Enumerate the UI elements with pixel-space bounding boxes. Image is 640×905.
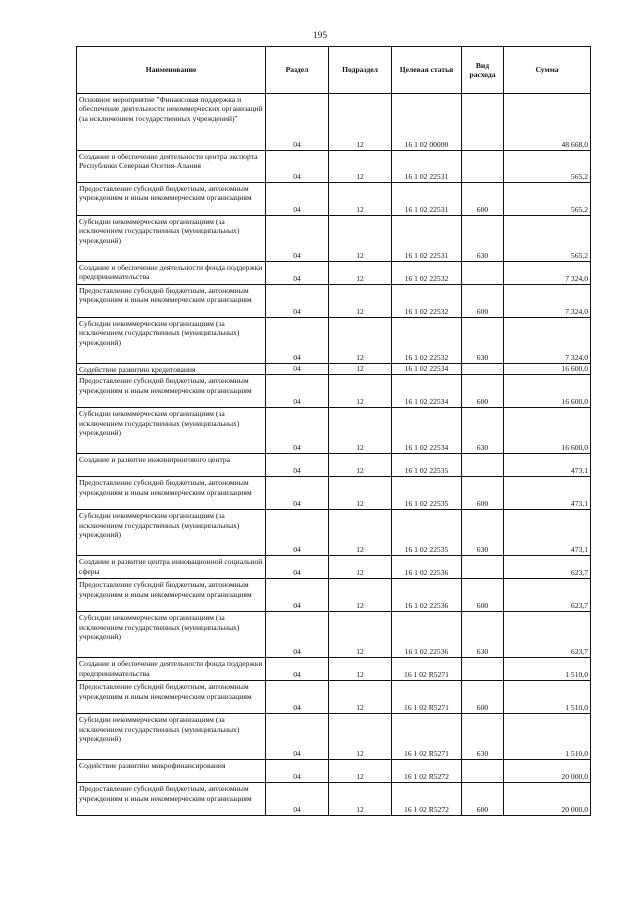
cell-sum: 1 510,0: [504, 681, 591, 714]
cell-sum: 565,2: [504, 183, 591, 216]
cell-target-article: 16 1 02 22531: [392, 216, 462, 262]
table-row: [77, 454, 591, 477]
cell-sum: 473,1: [504, 477, 591, 510]
cell-sum: 565,2: [504, 151, 591, 183]
cell-section: 04: [266, 318, 329, 364]
cell-target-article: 16 1 02 22536: [392, 612, 462, 658]
cell-target-article: 16 1 02 00000: [392, 94, 462, 151]
cell-name: Создание и обеспечение деятельности фонда поддержки предпринимательства: [77, 658, 266, 681]
cell-subsection: 12: [329, 318, 392, 364]
cell-section: 04: [266, 681, 329, 714]
cell-target-article: 16 1 02 22532: [392, 285, 462, 318]
cell-expense-type: 630: [462, 318, 504, 364]
budget-table: [76, 46, 591, 816]
cell-target-article: 16 1 02 22531: [392, 183, 462, 216]
cell-name: Предоставление субсидий бюджетным, автономным учреждениям и иным некоммерческим организациям: [77, 375, 266, 408]
cell-target-article: 16 1 02 22536: [392, 556, 462, 579]
cell-name: Создание и обеспечение деятельности центра экспорта Республики Северная Осетия-Алания: [77, 151, 266, 183]
cell-target-article: 16 1 02 22534: [392, 364, 462, 375]
cell-subsection: 12: [329, 262, 392, 285]
cell-name: Создание и обеспечение деятельности фонда поддержки предпринимательства: [77, 262, 266, 285]
cell-expense-type: 630: [462, 510, 504, 556]
cell-name: Предоставление субсидий бюджетным, автономным учреждениям и иным некоммерческим организациям: [77, 783, 266, 816]
cell-sum: 16 600,0: [504, 408, 591, 454]
cell-section: 04: [266, 454, 329, 477]
cell-name: Предоставление субсидий бюджетным, автономным учреждениям и иным некоммерческим организациям: [77, 681, 266, 714]
cell-target-article: 16 1 02 22532: [392, 318, 462, 364]
cell-expense-type: [462, 364, 504, 375]
table-row: [77, 760, 591, 783]
cell-subsection: 12: [329, 94, 392, 151]
cell-expense-type: [462, 658, 504, 681]
table-row: [77, 216, 591, 262]
cell-sum: 1 510,0: [504, 658, 591, 681]
cell-expense-type: [462, 94, 504, 151]
cell-name: Субсидии некоммерческим организациям (за исключением государственных (муниципальных) учреждений): [77, 714, 266, 760]
header-name: Наименование: [77, 47, 266, 94]
table-row: [77, 681, 591, 714]
cell-expense-type: 630: [462, 216, 504, 262]
table-row: [77, 783, 591, 816]
cell-section: 04: [266, 262, 329, 285]
table-row: [77, 375, 591, 408]
cell-sum: 20 000,0: [504, 760, 591, 783]
header-target-article: Целевая статья: [392, 47, 462, 94]
cell-section: 04: [266, 151, 329, 183]
table-row: [77, 364, 591, 375]
table-row: [77, 408, 591, 454]
cell-expense-type: 630: [462, 408, 504, 454]
cell-expense-type: 600: [462, 579, 504, 612]
cell-expense-type: 600: [462, 183, 504, 216]
cell-section: 04: [266, 375, 329, 408]
cell-target-article: 16 1 02 22535: [392, 510, 462, 556]
cell-section: 04: [266, 183, 329, 216]
cell-subsection: 12: [329, 556, 392, 579]
cell-section: 04: [266, 612, 329, 658]
cell-sum: 1 510,0: [504, 714, 591, 760]
page-number: 195: [312, 31, 328, 41]
cell-subsection: 12: [329, 579, 392, 612]
cell-section: 04: [266, 477, 329, 510]
cell-section: 04: [266, 364, 329, 375]
table-row: [77, 151, 591, 183]
cell-expense-type: 630: [462, 612, 504, 658]
cell-section: 04: [266, 408, 329, 454]
cell-name: Создание и развитие инжинирингового центра: [77, 454, 266, 477]
cell-name: Субсидии некоммерческим организациям (за исключением государственных (муниципальных) учреждений): [77, 318, 266, 364]
table-row: [77, 262, 591, 285]
cell-target-article: 16 1 02 22531: [392, 151, 462, 183]
cell-name: Субсидии некоммерческим организациям (за исключением государственных (муниципальных) учреждений): [77, 612, 266, 658]
cell-subsection: 12: [329, 183, 392, 216]
cell-sum: 473,1: [504, 454, 591, 477]
table-header: [77, 47, 591, 94]
cell-subsection: 12: [329, 364, 392, 375]
cell-expense-type: [462, 454, 504, 477]
cell-section: 04: [266, 94, 329, 151]
table-row: [77, 556, 591, 579]
cell-target-article: 16 1 02 R5271: [392, 714, 462, 760]
table-row: [77, 285, 591, 318]
table-row: [77, 714, 591, 760]
cell-expense-type: [462, 760, 504, 783]
cell-sum: 623,7: [504, 579, 591, 612]
table-row: [77, 510, 591, 556]
table-row: [77, 183, 591, 216]
cell-section: 04: [266, 658, 329, 681]
cell-expense-type: [462, 262, 504, 285]
cell-name: Предоставление субсидий бюджетным, автономным учреждениям и иным некоммерческим организациям: [77, 183, 266, 216]
cell-target-article: 16 1 02 R5272: [392, 760, 462, 783]
cell-target-article: 16 1 02 22534: [392, 375, 462, 408]
cell-target-article: 16 1 02 22536: [392, 579, 462, 612]
cell-sum: 20 000,0: [504, 783, 591, 816]
cell-subsection: 12: [329, 760, 392, 783]
header-section: Раздел: [266, 47, 329, 94]
cell-expense-type: [462, 556, 504, 579]
cell-sum: 623,7: [504, 612, 591, 658]
table-row: [77, 658, 591, 681]
cell-sum: 7 324,0: [504, 285, 591, 318]
cell-name: Субсидии некоммерческим организациям (за исключением государственных (муниципальных) учреждений): [77, 510, 266, 556]
cell-expense-type: 600: [462, 285, 504, 318]
cell-subsection: 12: [329, 216, 392, 262]
cell-section: 04: [266, 783, 329, 816]
cell-sum: 48 668,0: [504, 94, 591, 151]
cell-section: 04: [266, 579, 329, 612]
table-row: [77, 318, 591, 364]
cell-subsection: 12: [329, 375, 392, 408]
cell-subsection: 12: [329, 151, 392, 183]
cell-expense-type: 600: [462, 783, 504, 816]
cell-sum: 473,1: [504, 510, 591, 556]
cell-name: Предоставление субсидий бюджетным, автономным учреждениям и иным некоммерческим организациям: [77, 579, 266, 612]
cell-expense-type: [462, 151, 504, 183]
cell-sum: 16 600,0: [504, 375, 591, 408]
cell-target-article: 16 1 02 R5272: [392, 783, 462, 816]
table-row: [77, 612, 591, 658]
cell-target-article: 16 1 02 22535: [392, 454, 462, 477]
cell-name: Предоставление субсидий бюджетным, автономным учреждениям и иным некоммерческим организациям: [77, 477, 266, 510]
cell-subsection: 12: [329, 658, 392, 681]
cell-subsection: 12: [329, 285, 392, 318]
table-body: [77, 94, 591, 816]
cell-name: Субсидии некоммерческим организациям (за исключением государственных (муниципальных) учреждений): [77, 408, 266, 454]
cell-sum: 7 324,0: [504, 262, 591, 285]
cell-subsection: 12: [329, 408, 392, 454]
cell-sum: 623,7: [504, 556, 591, 579]
cell-expense-type: 600: [462, 681, 504, 714]
cell-subsection: 12: [329, 783, 392, 816]
cell-subsection: 12: [329, 454, 392, 477]
cell-section: 04: [266, 216, 329, 262]
cell-name: Субсидии некоммерческим организациям (за исключением государственных (муниципальных) учреждений): [77, 216, 266, 262]
cell-sum: 565,2: [504, 216, 591, 262]
cell-subsection: 12: [329, 612, 392, 658]
cell-name: Содействие развитию кредитования: [77, 364, 266, 375]
cell-section: 04: [266, 714, 329, 760]
header-sum: Сумма: [504, 47, 591, 94]
table-row: [77, 579, 591, 612]
header-row: [77, 47, 591, 94]
cell-expense-type: 600: [462, 477, 504, 510]
cell-target-article: 16 1 02 22535: [392, 477, 462, 510]
cell-expense-type: 600: [462, 375, 504, 408]
cell-target-article: 16 1 02 22534: [392, 408, 462, 454]
cell-expense-type: 630: [462, 714, 504, 760]
cell-name: Основное мероприятие "Финансовая поддержка и обеспечение деятельности некоммерческих организаций (за исключением государственных учреждений)": [77, 94, 266, 151]
cell-name: Содействие развитию микрофинансирования: [77, 760, 266, 783]
cell-name: Предоставление субсидий бюджетным, автономным учреждениям и иным некоммерческим организациям: [77, 285, 266, 318]
cell-subsection: 12: [329, 681, 392, 714]
header-subsection: Подраздел: [329, 47, 392, 94]
cell-section: 04: [266, 510, 329, 556]
cell-subsection: 12: [329, 714, 392, 760]
cell-sum: 7 324,0: [504, 318, 591, 364]
header-expense-type: Вид расхода: [462, 47, 504, 94]
cell-subsection: 12: [329, 477, 392, 510]
cell-section: 04: [266, 556, 329, 579]
cell-name: Создание и развитие центра инновационной социальной сферы: [77, 556, 266, 579]
cell-section: 04: [266, 760, 329, 783]
cell-sum: 16 600,0: [504, 364, 591, 375]
cell-target-article: 16 1 02 22532: [392, 262, 462, 285]
cell-target-article: 16 1 02 R5271: [392, 681, 462, 714]
cell-section: 04: [266, 285, 329, 318]
cell-subsection: 12: [329, 510, 392, 556]
table-row: [77, 94, 591, 151]
cell-target-article: 16 1 02 R5271: [392, 658, 462, 681]
table-row: [77, 477, 591, 510]
